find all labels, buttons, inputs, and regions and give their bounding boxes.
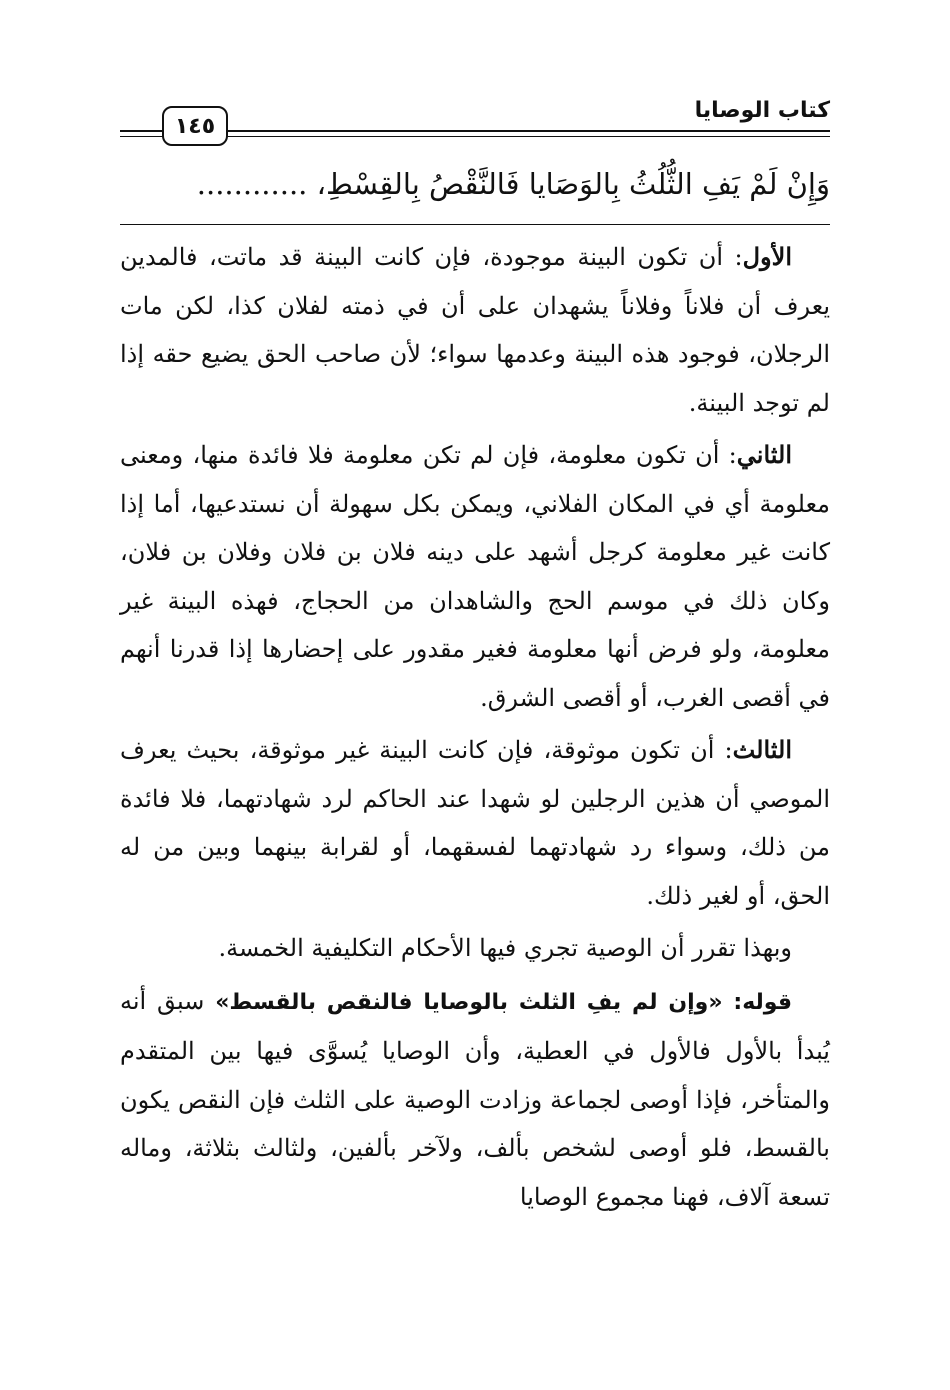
- paragraph-conclusion: [120, 924, 830, 973]
- paragraph-first: [120, 233, 830, 427]
- paragraph-lead-first: الأول: [742, 242, 792, 271]
- verse-text: وَإِنْ لَمْ يَفِ الثُّلُثُ بِالوَصَايا فَالنَّقْصُ بِالقِسْطِ،: [316, 167, 830, 201]
- book-page: [120, 90, 830, 1225]
- matn-verse: [120, 152, 830, 220]
- verse-dots: ............: [196, 167, 308, 201]
- paragraph-body-third: : أن تكون موثوقة، فإن كانت البينة غير موثوقة، بحيث يعرف الموصي أن هذين الرجلين لو شهدا عند الحاكم لرد شهادتهما، فلا فائدة من ذلك، وسواء رد شهادتهما لفسقهما، أو لقرابة بينهما وبين من له الحق، أو لغير ذلك.: [120, 736, 831, 910]
- book-title: كتاب الوصايا: [694, 98, 830, 123]
- paragraph-lead-third: الثالث: [732, 735, 792, 764]
- paragraph-second: [120, 431, 830, 722]
- verse-separator-rule: [120, 224, 830, 225]
- paragraph-body-commentary: سبق أنه يُبدأ بالأول فالأول في العطية، وأن الوصايا يُسوَّى فيها بين المتقدم والمتأخر، فإذا أوصى لجماعة وزادت الوصية على الثلث فإن النقص يكون بالقسط، فلو أوصى لشخص بألف، ولآخر بألفين، ولثالث بثلاثة، وماله تسعة آلاف، فهنا مجموع الوصايا: [120, 986, 830, 1211]
- page-header: [120, 90, 830, 142]
- paragraph-body-first: : أن تكون البينة موجودة، فإن كانت البينة قد ماتت، فالمدين يعرف أن فلاناً وفلاناً يشهدان على أن في ذمته لفلان كذا، لكن مات الرجلان، فوجود هذه البينة وعدمها سواء؛ لأن صاحب الحق يضيع حقه إذا لم توجد البينة.: [120, 243, 830, 417]
- paragraph-third: [120, 726, 830, 920]
- paragraph-body-conclusion: وبهذا تقرر أن الوصية تجري فيها الأحكام التكليفية الخمسة.: [218, 934, 792, 962]
- page-number: ١٤٥: [162, 106, 228, 146]
- commentary-quote: قوله: «وإن لم يفِ الثلث بالوصايا فالنقص بالقسط»: [215, 989, 792, 1015]
- paragraph-lead-second: الثاني: [736, 440, 792, 469]
- paragraph-body-second: : أن تكون معلومة، فإن لم تكن معلومة فلا فائدة منها، ومعنى معلومة أي في المكان الفلاني، ويمكن بكل سهولة أن نستدعيها، أما إذا كانت غير معلومة كرجل أشهد على دينه فلان بن فلان وفلان بن فلان، وكان ذلك في موسم الحج والشاهدان من الحجاج، فهذه البينة غير معلومة، ولو فرض أنها معلومة فغير مقدور على إحضارها إذا قدرنا أنهم في أقصى الغرب، أو أقصى الشرق.: [120, 441, 830, 712]
- paragraph-commentary: [120, 977, 830, 1222]
